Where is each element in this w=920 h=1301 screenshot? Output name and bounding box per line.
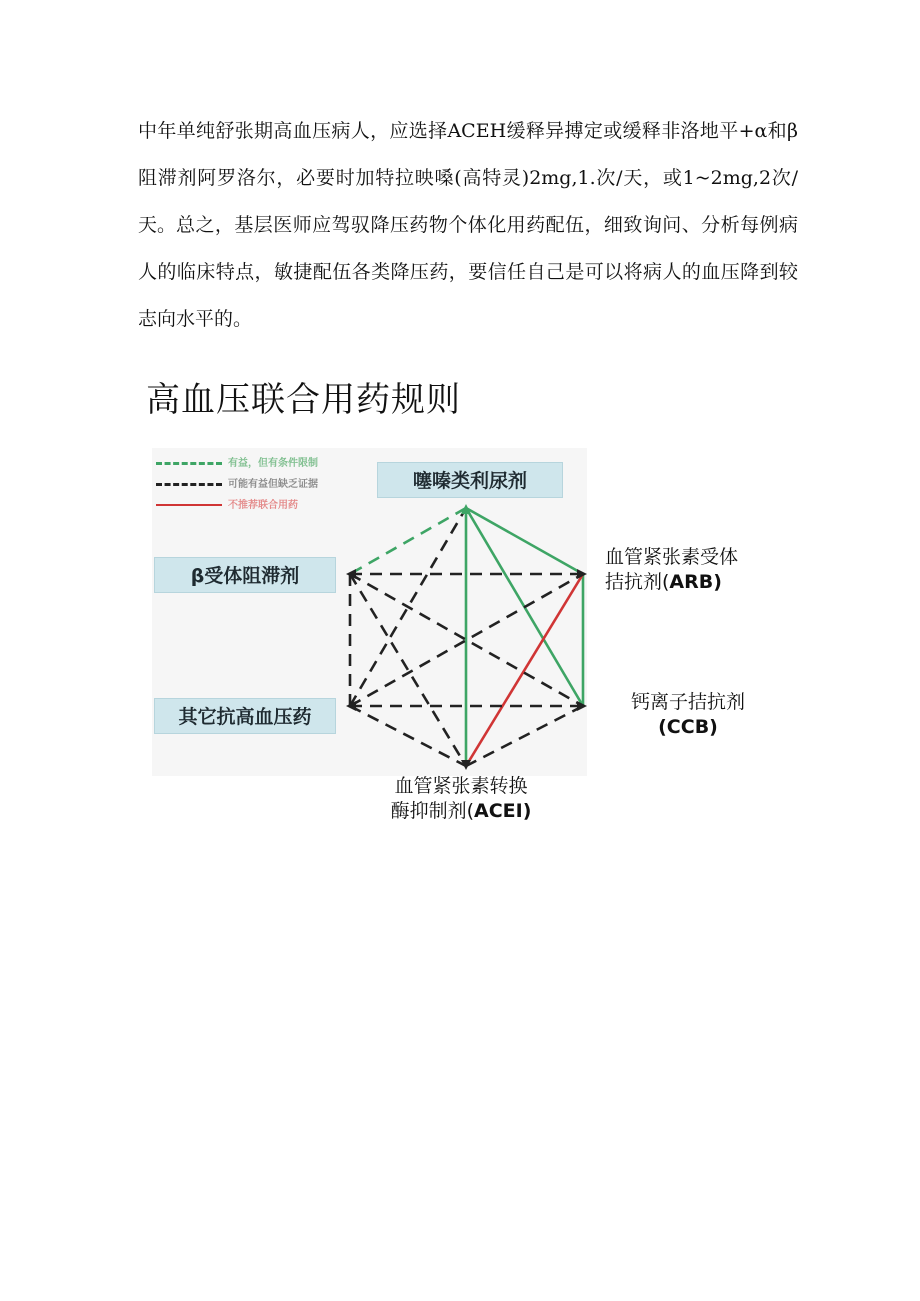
node-arb (605, 545, 738, 595)
node-beta-blocker: β受体阻滞剂 (154, 557, 336, 593)
legend-item-beneficial-conditional (156, 456, 318, 472)
edge-thiazide-beta (350, 508, 466, 574)
node-ccb (622, 690, 754, 740)
paragraph-conclusion: 总之，基层医师应驾驭降压药物个体化用药配伍，细致询问、分析每例病人的临床特点，敏捷配伍各类降压药，要信任自己是可以将病人的血压降到较志向水平的。 (138, 214, 798, 330)
node-arb-line2: 拮抗剂(ARB) (605, 571, 722, 593)
node-other-antihypertensive: 其它抗高血压药 (154, 698, 336, 734)
legend-item-possibly-beneficial (156, 477, 318, 493)
legend-item-not-recommended (156, 498, 298, 514)
node-acei-line2: 酶抑制剂(ACEI) (390, 800, 532, 822)
node-arb-line1: 血管紧张素受体 (605, 546, 739, 568)
section-heading: 高血压联合用药规则 (146, 380, 461, 420)
node-ccb-abbr: (CCB) (658, 716, 718, 738)
legend-text: 有益，但有条件限制 (228, 458, 318, 469)
edge-thiazide-arb (466, 508, 583, 574)
node-thiazide-diuretic: 噻嗪类利尿剂 (377, 462, 563, 498)
node-ccb-line1: 钙离子拮抗剂 (630, 691, 745, 713)
legend-swatch-black-dashed (156, 483, 222, 486)
legend-swatch-red-solid (156, 504, 222, 506)
node-acei-line1: 血管紧张素转换 (394, 775, 528, 797)
node-acei (383, 774, 539, 824)
legend-text: 可能有益但缺乏证据 (228, 479, 318, 490)
paragraph-middle-aged-hypertension: 中年单纯舒张期高血压病人，应选择ACEH缓释异搏定或缓释非洛地平+α和β阻滞剂阿罗洛尔，必要时加特拉映嗓(高特灵)2mg,1.次/天，或1~2mg,2次/天。 (138, 120, 798, 236)
legend-text: 不推荐联合用药 (228, 500, 298, 511)
legend-swatch-green-dashed (156, 462, 222, 465)
